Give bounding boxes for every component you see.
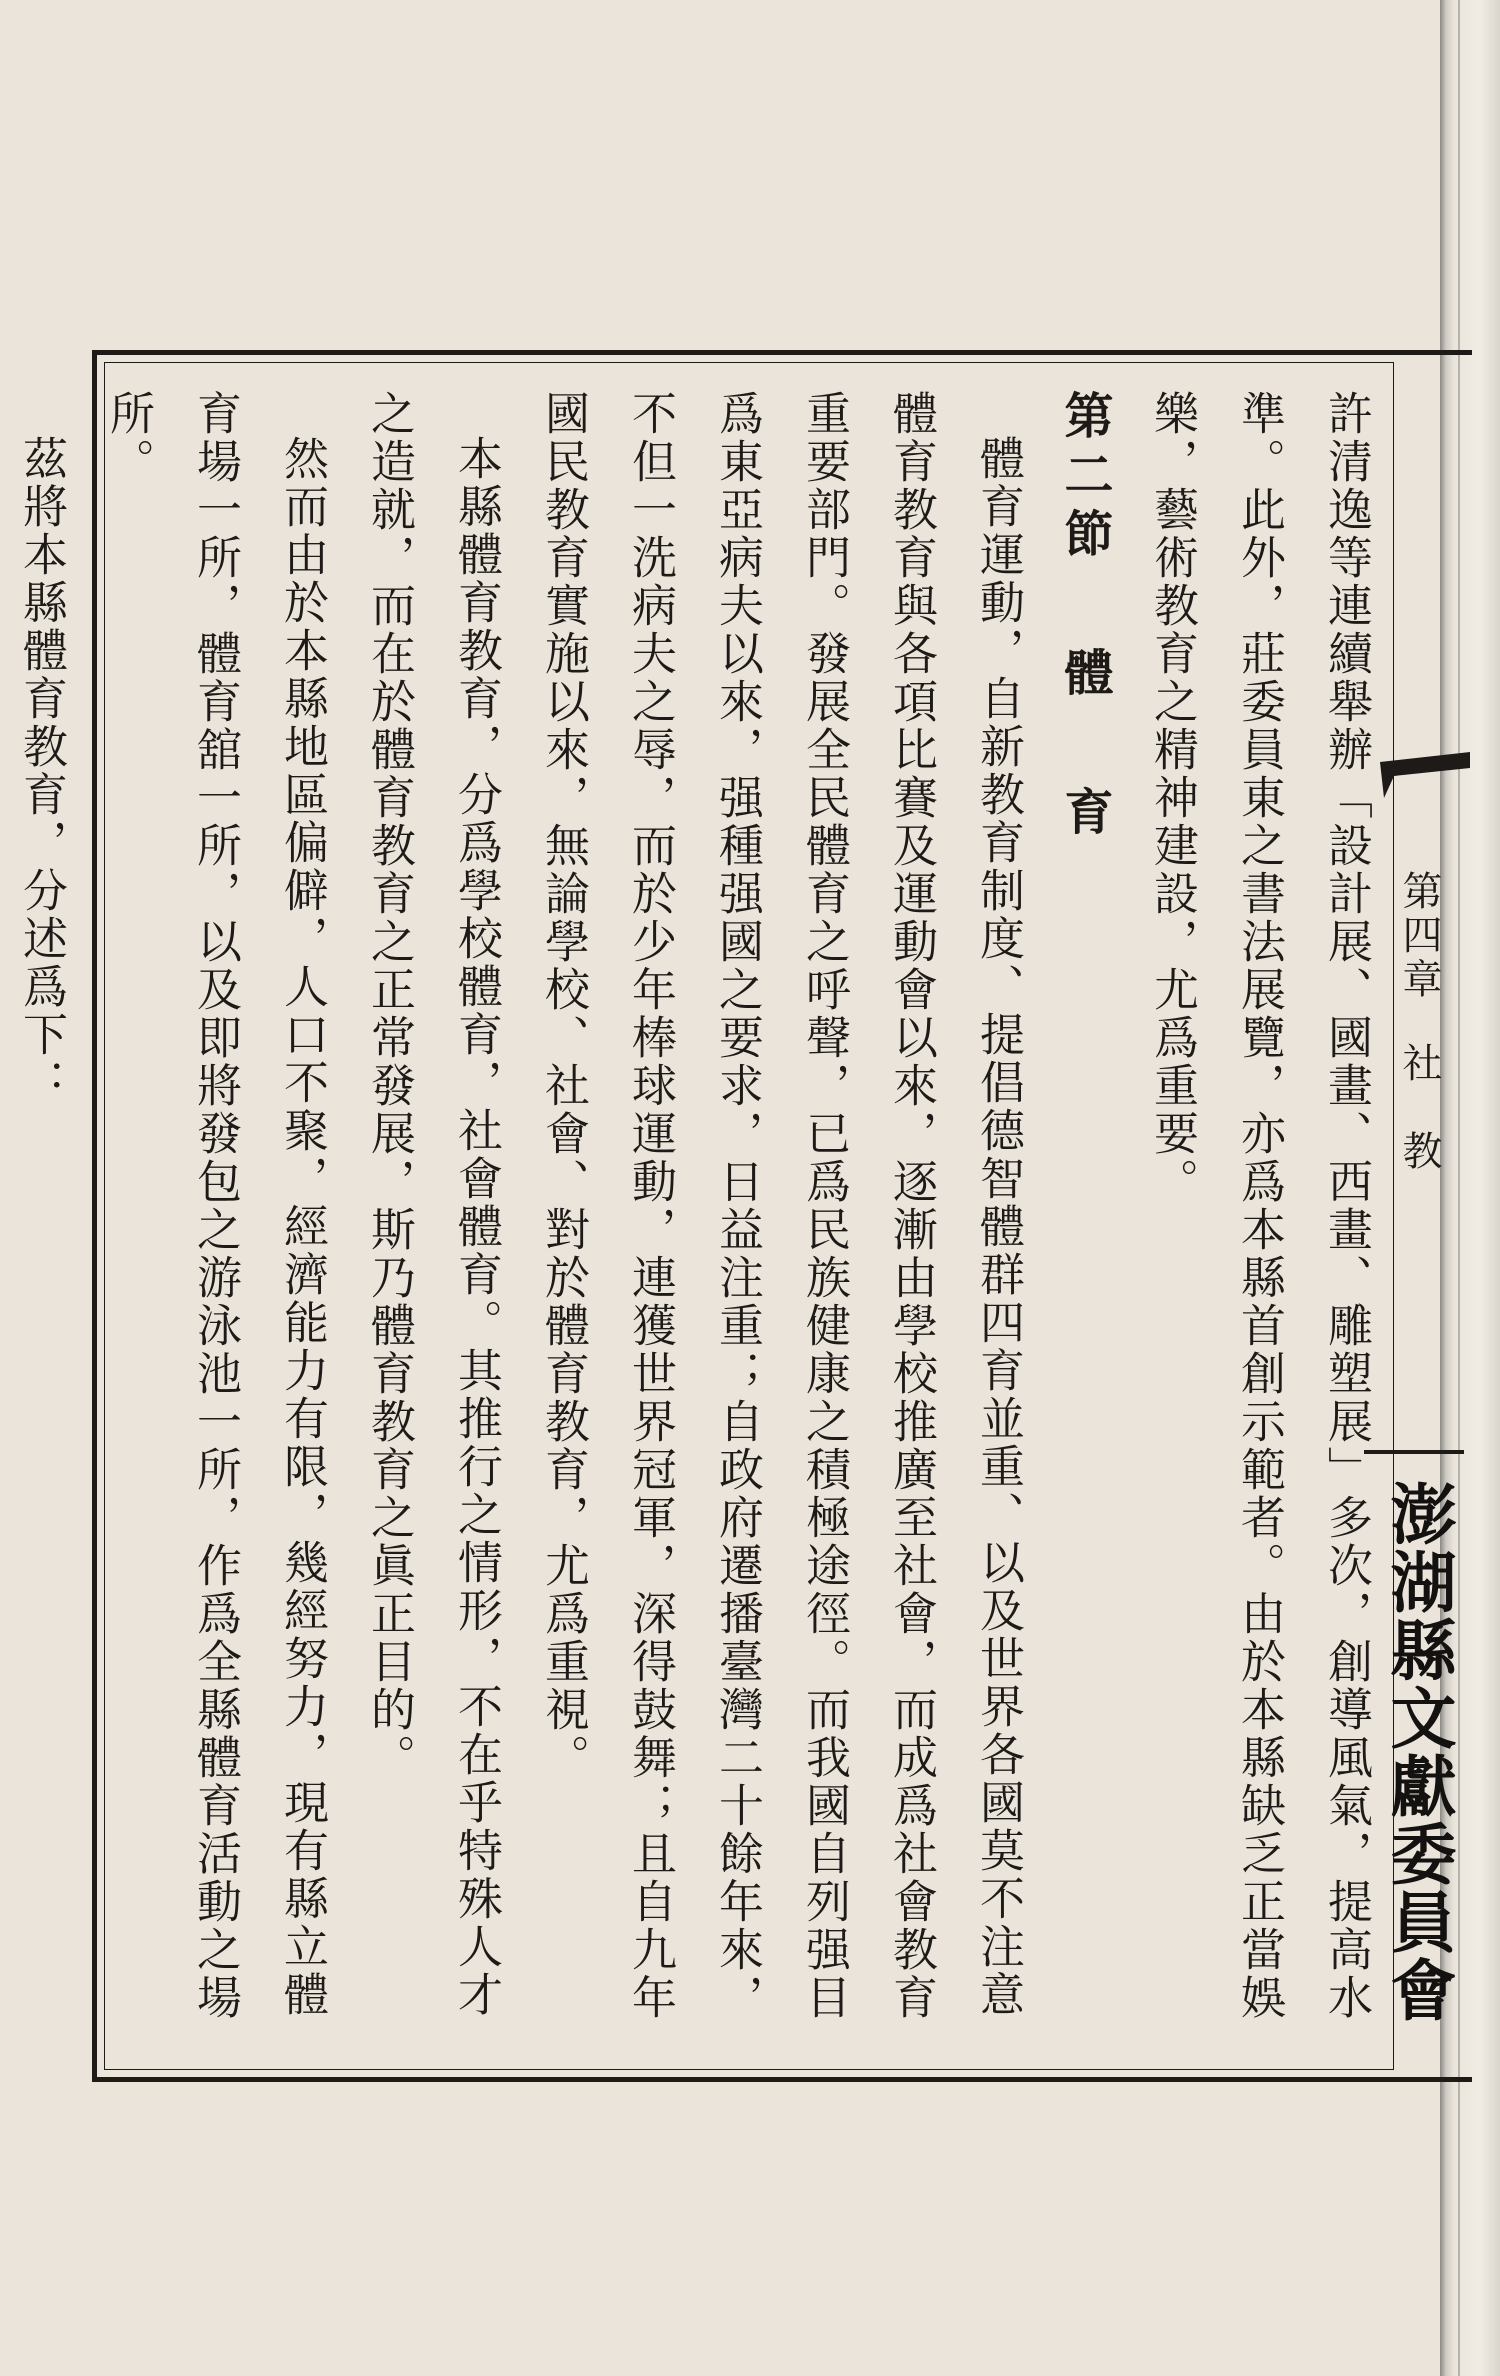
paragraph-sports-intro: 體育運動，自新教育制度、提倡德智體群四育並重、以及世界各國莫不注意體育教育與各項比賽及運動會以來，逐漸由學校推廣至社會，而成爲社會教育重要部門。發展全民體育之呼聲，已爲民族健康之積極途徑。而我國自列强目爲東亞病夫以來，强種强國之要求，日益注重；自政府遷播臺灣二十餘年來，不但一洗病夫之辱，而於少年棒球運動，連獲世界冠軍，深得鼓舞；且自九年國民教育實施以來，無論學校、社會、對於體育教育，尤爲重視。 (537, 390, 1025, 2022)
paragraph-county-sports: 本縣體育教育，分爲學校體育，社會體育。其推行之情形，不在乎特殊人才之造就，而在於體育教育之正常發展，斯乃體育教育之眞正目的。 (363, 390, 503, 2019)
chapter-label (1384, 870, 1454, 1174)
chapter-title: 社 教 (1396, 1042, 1442, 1174)
section-heading (1042, 390, 1129, 2040)
header-banner-shape (1380, 752, 1470, 832)
section-title-char-2: 育 (1057, 786, 1115, 845)
paragraph-facilities: 然而由於本縣地區偏僻，人口不聚，經濟能力有限，幾經努力，現有縣立體育場一所，體育舘一所，以及即將發包之游泳池一所，作爲全縣體育活動之場所。 (102, 390, 329, 2022)
publisher-name: 澎湖縣文獻委員會 (1379, 1480, 1457, 2024)
section-number: 第二節 (1057, 390, 1115, 567)
page-body (15, 390, 1390, 2040)
section-title-char-1: 體 (1057, 647, 1115, 706)
chapter-number: 第四章 (1396, 870, 1442, 1002)
paragraph-outline: 茲將本縣體育教育，分述爲下： (15, 435, 68, 1107)
paragraph-continued: 許清逸等連續舉辦「設計展、國畫、西畫、雕塑展」多次，創導風氣，提高水準。此外，莊委員東之書法展覽，亦爲本縣首創示範者。由於本縣缺乏正當娛樂，藝術教育之精神建設，尤爲重要。 (1146, 390, 1373, 2022)
running-header (1379, 760, 1474, 2080)
